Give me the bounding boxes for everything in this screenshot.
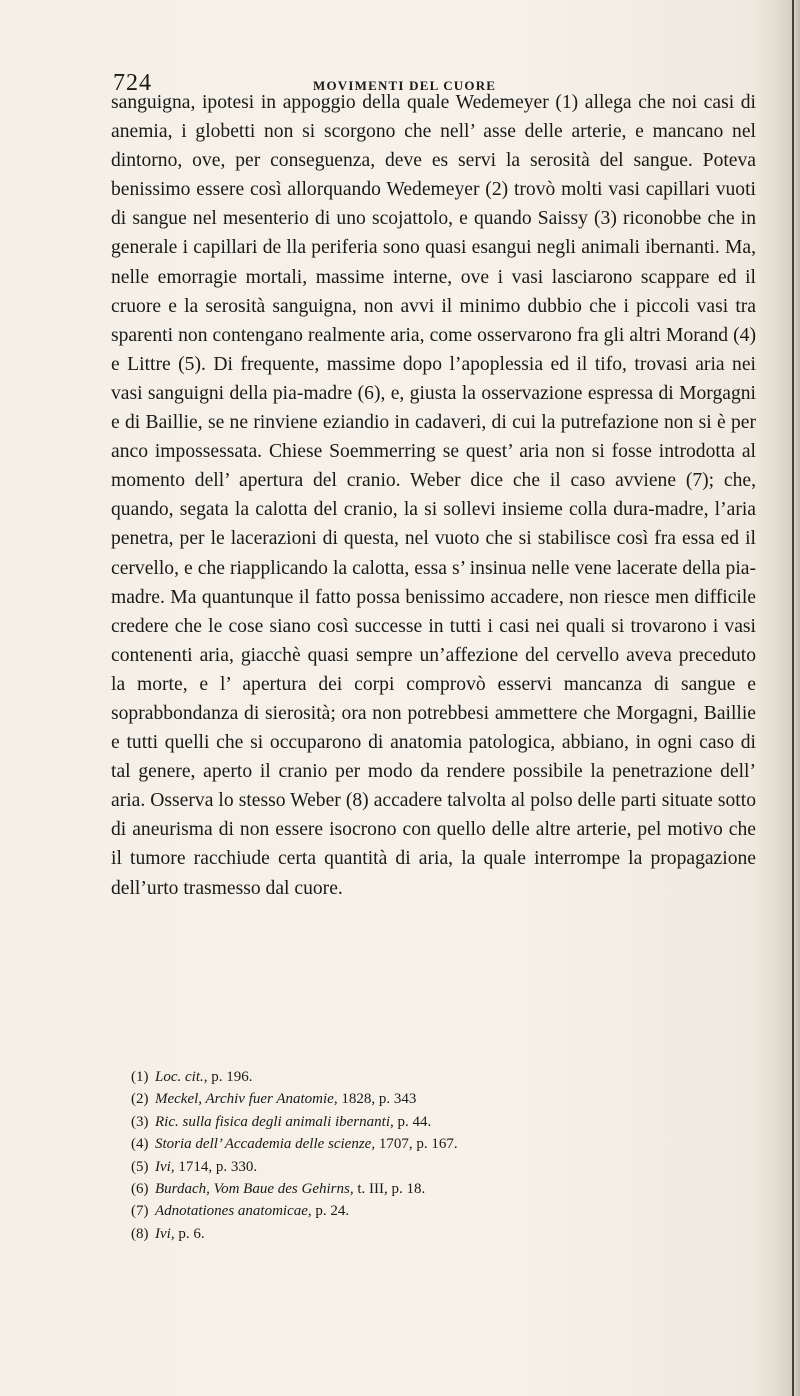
main-text (111, 88, 756, 903)
footnote-number: (2) (131, 1091, 149, 1108)
footnote-source: Ivi, (155, 1158, 175, 1175)
footnote-8 (131, 1223, 691, 1245)
page-edge-line (792, 0, 794, 1396)
footnote-detail: t. III, p. 18. (353, 1181, 426, 1198)
page-edge-shadow (794, 0, 800, 1396)
footnotes (131, 1066, 691, 1245)
footnote-number: (5) (131, 1158, 149, 1175)
footnote-detail: 1828, p. 343 (337, 1091, 417, 1108)
page-number: 724 (113, 70, 152, 96)
footnote-number: (4) (131, 1136, 149, 1153)
footnote-number: (3) (131, 1113, 149, 1130)
footnote-detail: p. 44. (393, 1113, 432, 1130)
footnote-number: (8) (131, 1225, 149, 1242)
footnote-source: Storia dell’ Accademia delle scienze, (155, 1136, 376, 1153)
footnote-source: Burdach, Vom Baue des Gehirns, (155, 1181, 354, 1198)
footnote-detail: p. 24. (311, 1203, 350, 1220)
footnote-number: (1) (131, 1069, 149, 1085)
footnote-1 (131, 1066, 691, 1088)
footnote-7 (131, 1200, 691, 1222)
footnote-source: Adnotationes anatomicae, (155, 1203, 312, 1220)
footnote-6 (131, 1178, 691, 1200)
footnote-source: Ric. sulla fisica degli animali ibernanti, (155, 1113, 394, 1130)
footnote-detail: , p. 196. (203, 1069, 253, 1085)
footnote-detail: 1707, p. 167. (375, 1136, 458, 1153)
footnote-source: Ivi, (155, 1225, 175, 1242)
footnote-2 (131, 1088, 691, 1110)
footnote-detail: p. 6. (174, 1225, 205, 1242)
footnote-5 (131, 1156, 691, 1178)
footnote-source: Meckel, Archiv fuer Anatomie, (155, 1091, 338, 1108)
body-paragraph: sanguigna, ipotesi in appoggio della quale Wedemeyer (1) allega che noi casi di anemia, i globetti non si scorgono che nell’ asse delle arterie, e mancano nel dintorno, ove, per conseguenza, deve es servi la serosità del sangue. Poteva benissimo essere così allorquando Wedemeyer (2) trovò molti vasi capillari vuoti di sangue nel mesenterio di uno scojattolo, e quando Saissy (3) riconobbe che in generale i capillari de lla periferia sono quasi esangui negli animali ibernanti. Ma, nelle emorragie mortali, massime interne, ove i vasi lasciarono scappare ed il cruore e la serosità sanguigna, non avvi il minimo dubbio che i piccoli vasi tra sparenti non contengano realmente aria, come osservarono fra gli altri Morand (4) e Littre (5). Di frequente, massime dopo l’apoplessia ed il tifo, trovasi aria nei vasi sanguigni della pia-madre (6), e, giusta la osservazione espressa di Morgagni e di Baillie, se ne rinviene eziandio in cadaveri, di cui la putrefazione non si è per anco impossessata. Chiese Soemmerring se quest’ aria non si fosse introdotta al momento dell’ apertura del cranio. Weber dice che il caso avviene (7); che, quando, segata la calotta del cranio, la si sollevi insieme colla dura-madre, l’aria penetra, per le lacerazioni di questa, nel vuoto che si stabilisce così fra essa ed il cervello, e che riapplicando la calotta, essa s’ insinua nelle vene lacerate della pia-madre. Ma quantunque il fatto possa benissimo accadere, non riesce men difficile credere che le cose siano così successe in tutti i casi nei quali si trovarono i vasi contenenti aria, giacchè quasi sempre un’affezione del cervello aveva preceduto la morte, e l’ apertura dei corpi comprovò esservi mancanza di sangue e soprabbondanza di sierosità; ora non potrebbesi ammettere che Morgagni, Baillie e tutti quelli che si occuparono di anatomia patologica, abbiano, in ogni caso di tal genere, aperto il cranio per modo da rendere possibile la penetrazione dell’ aria. Osserva lo stesso Weber (8) accadere talvolta al polso delle parti situate sotto di aneurisma di non essere isocrono con quello delle altre arterie, pel motivo che il tumore racchiude certa quantità di aria, la quale interrompe la propagazione dell’urto trasmesso dal cuore. (111, 92, 756, 899)
footnote-number: (7) (131, 1203, 149, 1220)
running-head: MOVIMENTI DEL CUORE (313, 78, 497, 93)
footnote-3 (131, 1111, 691, 1133)
footnote-number: (6) (131, 1181, 149, 1198)
footnote-source: Loc. cit. (155, 1069, 204, 1085)
footnote-4 (131, 1133, 691, 1155)
footnote-detail: 1714, p. 330. (174, 1158, 258, 1175)
